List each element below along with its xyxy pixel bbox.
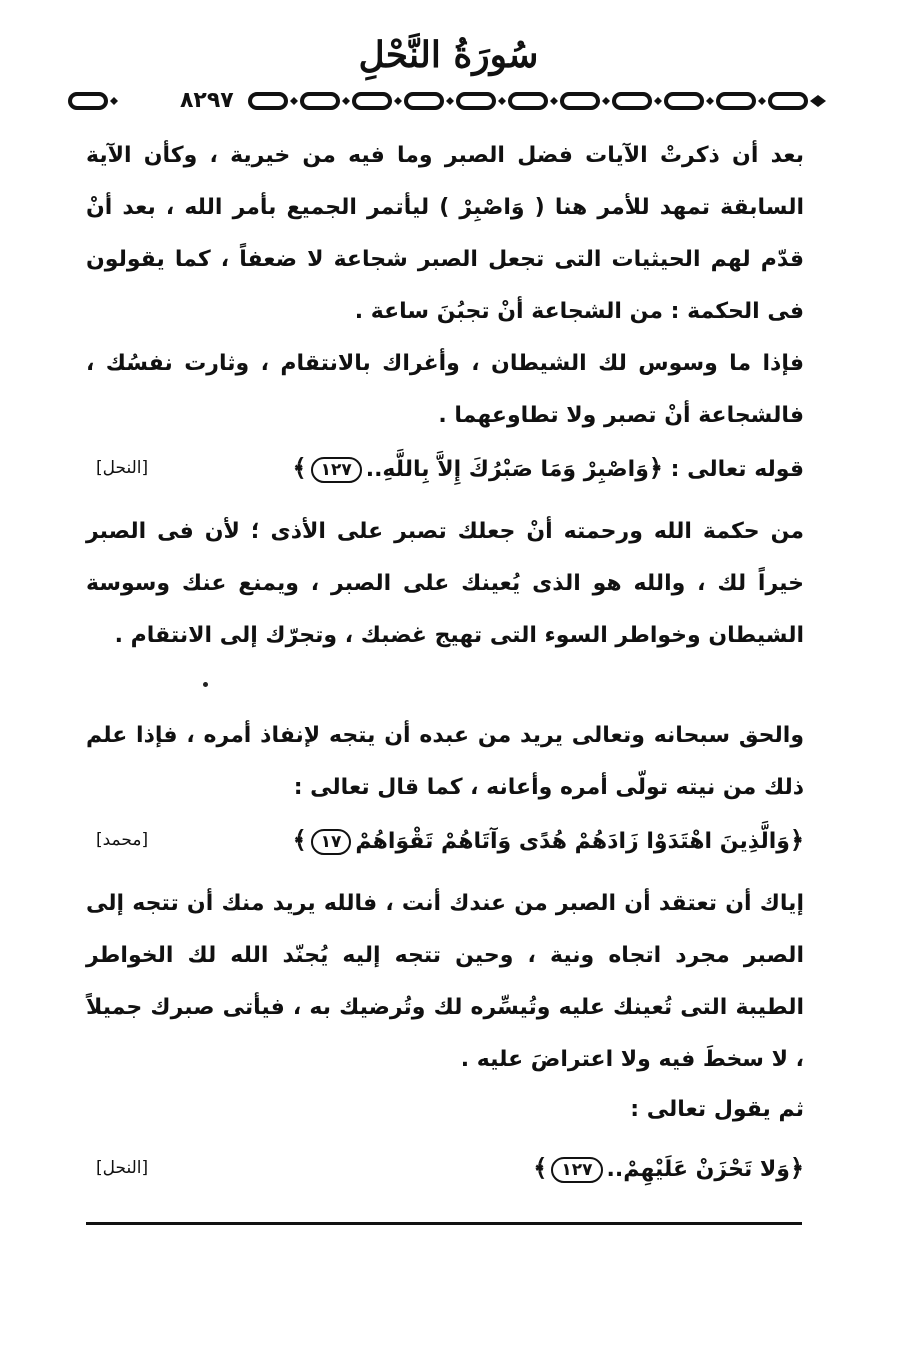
surah-reference: [محمد] bbox=[96, 830, 149, 850]
bottom-divider bbox=[86, 1222, 802, 1225]
ornate-bracket-icon: ﴿ bbox=[789, 826, 804, 854]
verse-intro: قوله تعالى : bbox=[670, 457, 804, 482]
verse-row-1 bbox=[86, 442, 804, 494]
surah-reference: [النحل] bbox=[96, 1158, 149, 1178]
verse-number: ١٢٧ bbox=[551, 1157, 602, 1183]
verse-text: وَاصْبِرْ وَمَا صَبْرُكَ إِلاَّ بِاللَّهِ.. bbox=[365, 457, 649, 482]
verse-line-1 bbox=[293, 442, 804, 496]
verse-text: وَالَّذِينَ اهْتَدَوْا زَادَهُمْ هُدًى وَآتَاهُمْ تَقْوَاهُمْ bbox=[355, 829, 790, 854]
ornate-bracket-icon: ﴾ bbox=[292, 454, 307, 482]
verse-number: ١٢٧ bbox=[311, 457, 362, 483]
paragraph-1: بعد أن ذكرتْ الآيات فضل الصبر وما فيه من خيرية ، وكأن الآية السابقة تمهد للأمر هنا ( وَاصْبِرْ ) ليأتمر الجميع بأمر الله ، بعد أنْ قدّم لهم الحيثيات التى تجعل الصبر شجاعة لا ضعفاً ، كما يقولون فى الحكمة : من الشجاعة أنْ تجبُنَ ساعة . bbox=[86, 143, 804, 324]
page-header-ornament-row bbox=[66, 86, 831, 116]
ornate-bracket-icon: ﴾ bbox=[292, 826, 307, 854]
verse-row-2 bbox=[86, 814, 804, 866]
ink-dot bbox=[203, 682, 208, 687]
surah-reference: [النحل] bbox=[96, 458, 149, 478]
verse-line-3 bbox=[533, 1142, 804, 1196]
paragraph-6: ثم يقول تعالى : bbox=[630, 1097, 804, 1122]
paragraph-4: والحق سبحانه وتعالى يريد من عبده أن يتجه لإنفاذ أمره ، فإذا علم ذلك من نيته تولّى أمره وأعانه ، كما قال تعالى : bbox=[86, 723, 804, 800]
verse-number: ١٧ bbox=[311, 829, 352, 855]
page-number: ٨٢٩٧ bbox=[176, 86, 238, 116]
verse-row-3 bbox=[86, 1142, 804, 1194]
paragraph-3: من حكمة الله ورحمته أنْ جعلك تصبر على الأذى ؛ لأن فى الصبر خيراً لك ، والله هو الذى يُعينك على الصبر ، ويمنع عنك وسوسة الشيطان وخواطر السوء التى تهيج غضبك ، وتجرّك إلى الانتقام . bbox=[86, 519, 804, 648]
verse-line-2 bbox=[293, 814, 804, 868]
ornate-bracket-icon: ﴿ bbox=[648, 454, 663, 482]
paragraph-5: إياك أن تعتقد أن الصبر من عندك أنت ، فالله يريد منك أن تتجه إلى الصبر مجرد اتجاه ونية ، وحين تتجه إليه يُجنّد الله لك الخواطر الطيبة التى تُعينك عليه وتُيسِّره لك وتُرضيك به ، فيأتى صبرك جميلاً ، لا سخطَ فيه ولا اعتراضَ عليه . bbox=[86, 891, 804, 1072]
paragraph-2: فإذا ما وسوس لك الشيطان ، وأغراك بالانتقام ، وثارت نفسُك ، فالشجاعة أنْ تصبر ولا تطاوعهما . bbox=[86, 351, 804, 428]
verse-text: وَلا تَحْزَنْ عَلَيْهِمْ.. bbox=[606, 1157, 790, 1182]
ornate-bracket-icon: ﴿ bbox=[789, 1154, 804, 1182]
surah-title: سُورَةُ النَّحْلِ bbox=[358, 34, 539, 76]
ornate-bracket-icon: ﴾ bbox=[533, 1154, 548, 1182]
